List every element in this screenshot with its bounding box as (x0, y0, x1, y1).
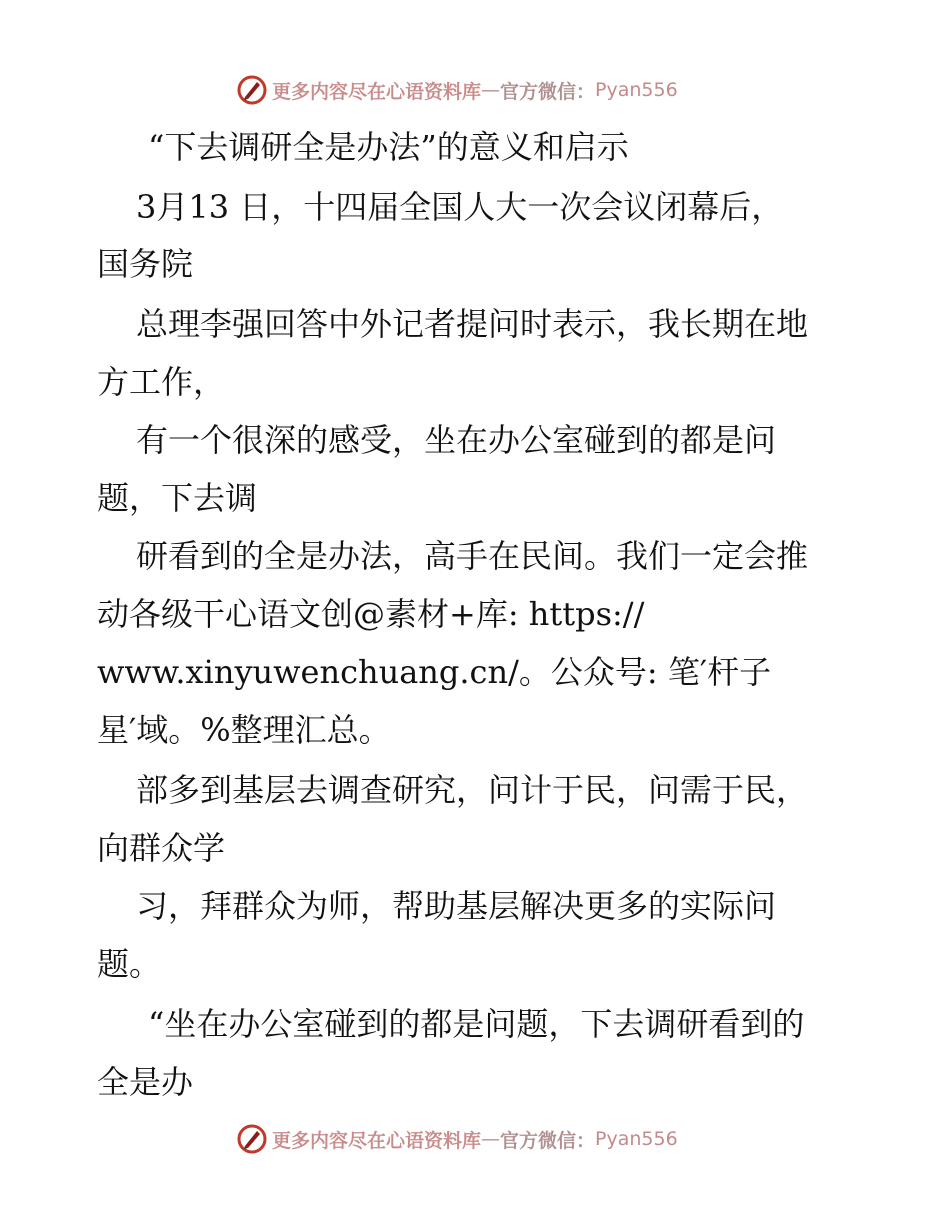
body-line: 国务院 (97, 245, 194, 283)
body-line: 有一个很深的感受，坐在办公室碰到的都是问 (136, 421, 777, 459)
body-line: 3月13 日，十四届全国人大一次会议闭幕后， (136, 188, 784, 226)
body-line: “坐在办公室碰到的都是问题，下去调研看到的 (148, 1005, 805, 1043)
body-line: www.xinyuwenchuang.cn/。公众号: 笔′杆子 (97, 653, 772, 691)
watermark-account-id: Pyan556 (595, 79, 678, 101)
watermark-account-label: 官方微信： (500, 1129, 596, 1152)
pen-logo-icon (236, 74, 268, 106)
watermark-separator: — (481, 79, 501, 101)
body-line: 习，拜群众为师，帮助基层解决更多的实际问 (136, 887, 777, 925)
footer-watermark (236, 1122, 836, 1156)
watermark-account-label: 官方微信： (500, 80, 596, 103)
body-line: 向群众学 (97, 829, 226, 867)
pen-logo-icon (236, 1123, 268, 1155)
body-line: 动各级干心语文创@素材+库: https:// (97, 595, 645, 633)
header-watermark (236, 73, 836, 107)
body-line: 题。 (97, 945, 162, 983)
body-line: 研看到的全是办法，高手在民间。我们一定会推 (136, 537, 809, 575)
body-line: 全是办 (97, 1063, 194, 1101)
body-line: 部多到基层去调查研究，问计于民，问需于民， (136, 771, 809, 809)
watermark-brand: 更多内容尽在心语资料库 (272, 80, 482, 103)
body-line: 星′域。%整理汇总。 (97, 711, 391, 749)
body-line: 总理李强回答中外记者提问时表示，我长期在地 (136, 305, 809, 343)
body-line: 题，下去调 (97, 479, 258, 517)
body-line: 方工作， (97, 363, 226, 401)
watermark-account-id: Pyan556 (595, 1128, 678, 1150)
watermark-brand: 更多内容尽在心语资料库 (272, 1129, 482, 1152)
watermark-separator: — (481, 1128, 501, 1150)
document-title: “下去调研全是办法”的意义和启示 (148, 128, 629, 166)
